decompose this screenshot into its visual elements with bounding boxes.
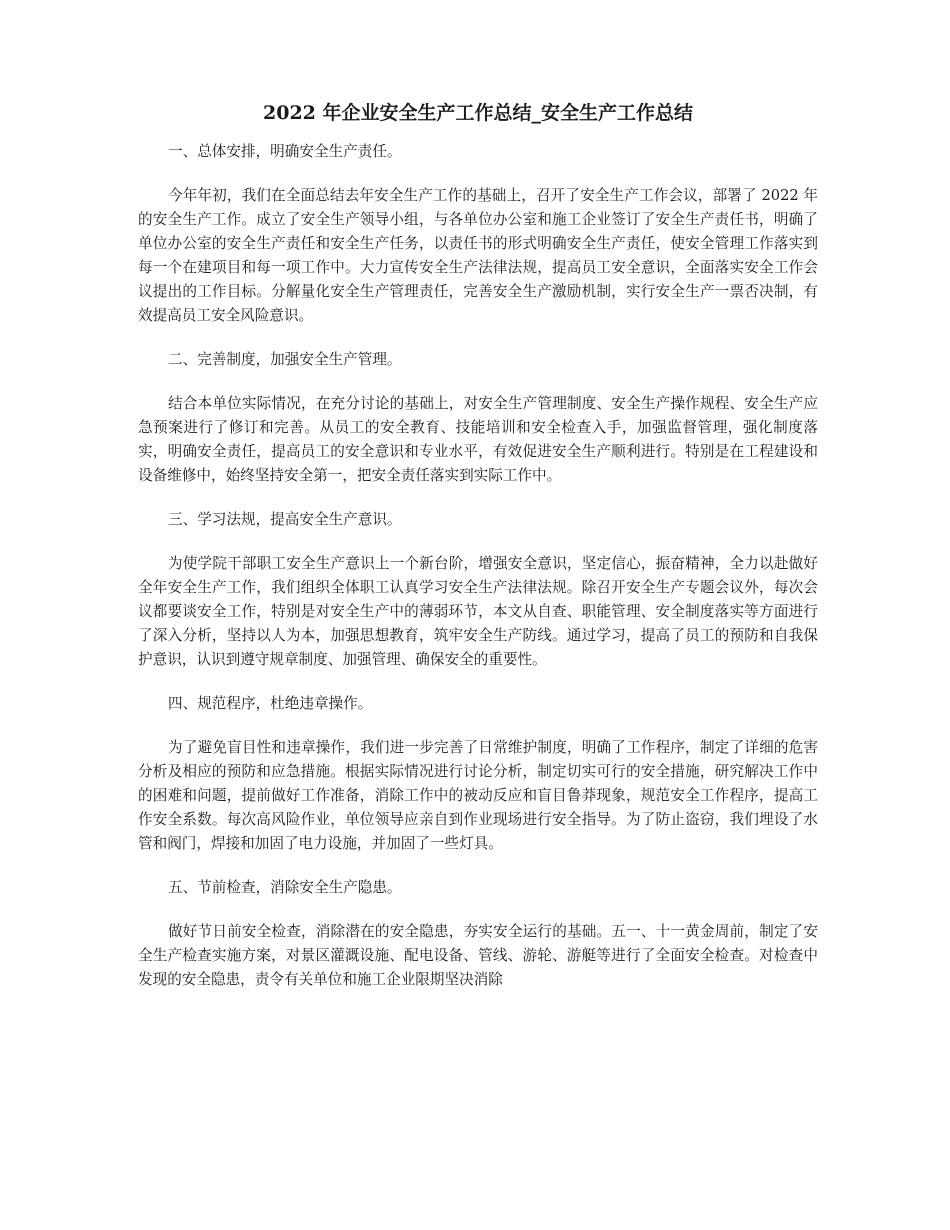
document-page <box>138 98 818 992</box>
section-heading: 四、规范程序，杜绝违章操作。 <box>168 695 373 712</box>
section-paragraph: 今年年初，我们在全面总结去年安全生产工作的基础上，召开了安全生产工作会议，部署了 2022 年的安全生产工作。成立了安全生产领导小组，与各单位办公室和施工企业签订了安全生产责任书，明确了单位办公室的安全生产责任和安全生产任务，以责任书的形式明确安全生产责任，使安全管理工作落实到每一个在建项目和每一项工作中。大力宣传安全生产法律法规，提高员工安全意识，全面落实安全工作会议提出的工作目标。分解量化安全生产管理责任，完善安全生产激励机制，实行安全生产一票否决制，有效提高员工安全风险意识。 <box>138 187 818 324</box>
section-paragraph: 结合本单位实际情况，在充分讨论的基础上，对安全生产管理制度、安全生产操作规程、安全生产应急预案进行了修订和完善。从员工的安全教育、技能培训和安全检查入手，加强监督管理，强化制度落实，明确安全责任，提高员工的安全意识和专业水平，有效促进安全生产顺利进行。特别是在工程建设和设备维修中，始终坚持安全第一，把安全责任落实到实际工作中。 <box>138 395 818 484</box>
section-2 <box>138 348 818 488</box>
section-paragraph: 做好节日前安全检查，消除潜在的安全隐患，夯实安全运行的基础。五一、十一黄金周前，制定了安全生产检查实施方案，对景区灌溉设施、配电设备、管线、游轮、游艇等进行了全面安全检查。对检查中发现的安全隐患，责令有关单位和施工企业限期坚决消除 <box>138 923 818 988</box>
section-heading: 二、完善制度，加强安全生产管理。 <box>168 351 402 368</box>
section-paragraph: 为了避免盲目性和违章操作，我们进一步完善了日常维护制度，明确了工作程序，制定了详细的危害分析及相应的预防和应急措施。根据实际情况进行讨论分析，制定切实可行的安全措施，研究解决工作中的困难和问题，提前做好工作准备，消除工作中的被动反应和盲目鲁莽现象，规范安全工作程序，提高工作安全系数。每次高风险作业，单位领导应亲自到作业现场进行安全指导。为了防止盗窃，我们埋设了水管和阀门，焊接和加固了电力设施，并加固了一些灯具。 <box>138 739 818 852</box>
section-heading: 一、总体安排，明确安全生产责任。 <box>168 143 402 160</box>
section-paragraph: 为使学院干部职工安全生产意识上一个新台阶，增强安全意识，坚定信心，振奋精神，全力以赴做好全年安全生产工作，我们组织全体职工认真学习安全生产法律法规。除召开安全生产专题会议外，每次会议都要谈安全工作，特别是对安全生产中的薄弱环节，本文从自查、职能管理、安全制度落实等方面进行了深入分析，坚持以人为本，加强思想教育，筑牢安全生产防线。通过学习，提高了员工的预防和自我保护意识，认识到遵守规章制度、加强管理、确保安全的重要性。 <box>138 555 818 668</box>
section-heading: 五、节前检查，消除安全生产隐患。 <box>168 879 402 896</box>
section-3 <box>138 508 818 672</box>
section-4 <box>138 692 818 856</box>
section-5 <box>138 876 818 992</box>
section-heading: 三、学习法规，提高安全生产意识。 <box>168 511 402 528</box>
section-1 <box>138 140 818 328</box>
document-title: 2022 年企业安全生产工作总结_安全生产工作总结 <box>263 102 693 124</box>
